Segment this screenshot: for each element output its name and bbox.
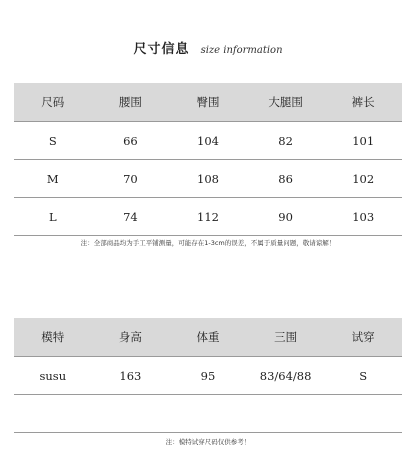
header-cell: 腰围 [118,95,142,109]
table-cell: 83/64/88 [259,368,312,383]
header-cell: 尺码 [41,95,65,109]
table-row [14,122,402,160]
model-note: 注：模特试穿尺码仅供参考！ [165,438,251,446]
model-table-header [14,318,402,357]
header-cell: 三围 [274,330,298,344]
measurement-note: 注：全部商品均为手工平铺测量，可能存在1-3cm的误差，不属于质量问题，敬请谅解！ [80,239,336,247]
table-cell: 70 [123,171,138,186]
table-row [14,160,402,198]
title-english: size information [200,45,283,56]
size-table [14,83,402,236]
header-cell: 臀围 [196,95,220,109]
table-cell: 108 [197,171,219,186]
page-title [0,38,416,57]
table-cell: 74 [123,209,138,224]
header-cell: 模特 [41,330,65,344]
title-chinese: 尺寸信息 [133,42,190,57]
table-cell: M [46,171,59,186]
table-cell: S [359,368,368,383]
header-cell: 试穿 [351,330,375,344]
table-cell: S [48,133,57,148]
header-cell: 身高 [118,330,142,344]
table-row [14,357,402,395]
table-cell: 95 [200,368,216,383]
header-cell: 裤长 [351,95,375,109]
header-cell: 体重 [196,330,220,344]
table-cell: 66 [123,133,138,148]
table-cell: L [48,209,57,224]
size-table-header [14,83,402,122]
table-cell: 103 [352,209,375,224]
table-cell: 104 [197,133,219,148]
table-cell: 163 [119,368,142,383]
table-cell: 101 [352,133,375,148]
table-cell: 90 [278,209,293,224]
table-cell: 102 [352,171,375,186]
table-cell: susu [39,368,67,383]
table-cell: 82 [278,133,293,148]
table-row [14,395,402,433]
table-cell: 112 [197,209,219,224]
header-cell: 大腿围 [268,95,303,109]
model-table [14,318,402,433]
table-cell: 86 [278,171,293,186]
table-row [14,198,402,236]
